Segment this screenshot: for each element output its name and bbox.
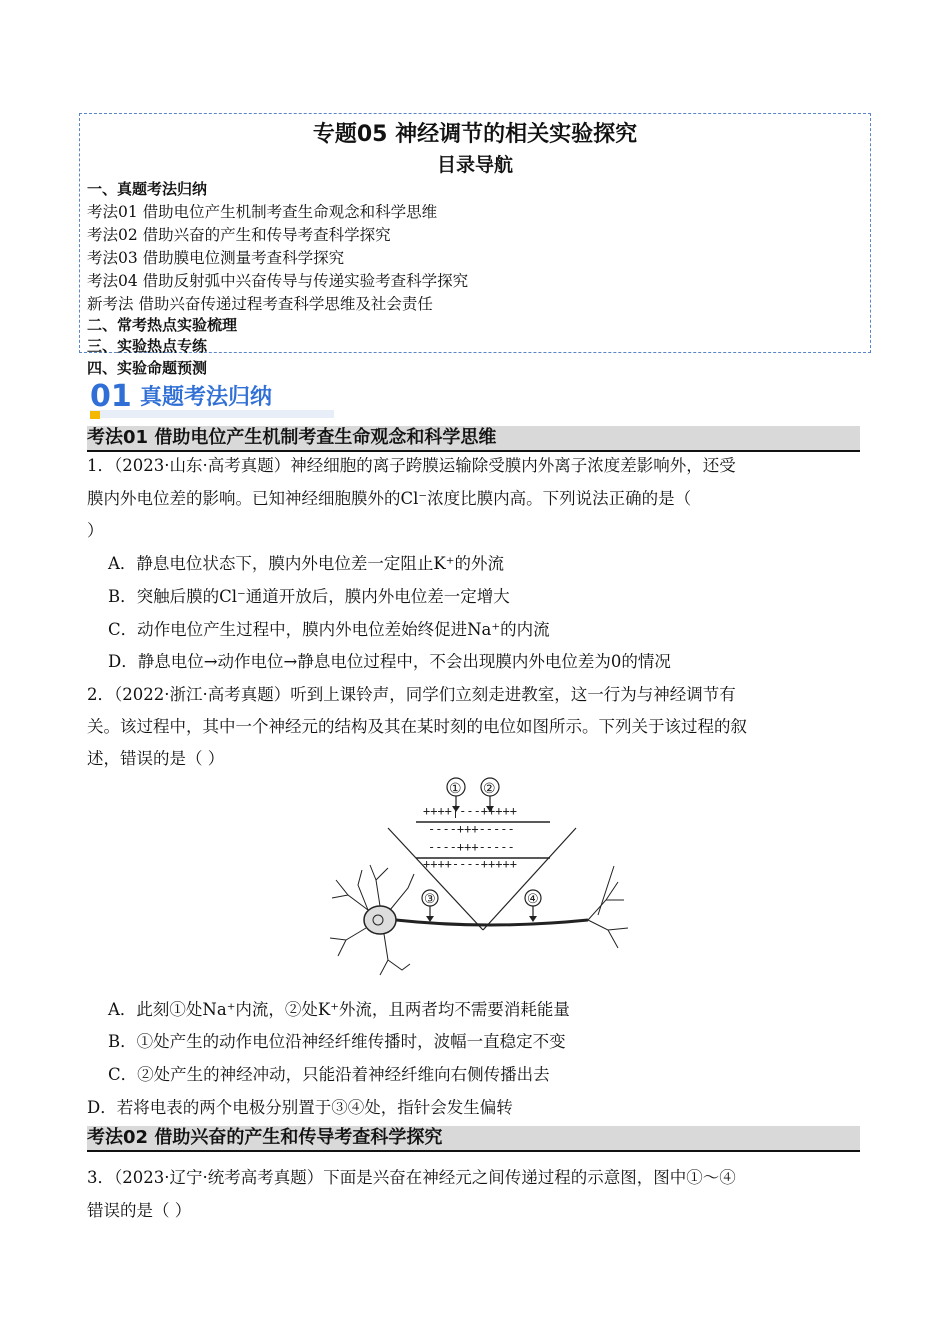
question-2-option: B．①处产生的动作电位沿神经纤维传播时，波幅一直稳定不变 <box>108 1032 566 1051</box>
figure-label-3: ③ <box>424 892 436 907</box>
section-heading-2: 考法02 借助兴奋的产生和传导考查科学探究 <box>87 1126 860 1152</box>
banner-number: 01 <box>90 379 132 414</box>
banner-text: 真题考法归纳 <box>140 385 273 410</box>
page-title: 专题05 神经调节的相关实验探究 <box>312 122 638 147</box>
question-1-option: A．静息电位状态下，膜内外电位差一定阻止K⁺的外流 <box>108 554 504 573</box>
question-1-option: B．突触后膜的Cl⁻通道开放后，膜内外电位差一定增大 <box>108 587 510 606</box>
toc-heading: 目录导航 <box>436 154 513 176</box>
question-3-line: 错误的是（ ） <box>87 1201 192 1220</box>
question-1-line: 膜内外电位差的影响。已知神经细胞膜外的Cl⁻浓度比膜内高。下列说法正确的是（ <box>87 489 692 508</box>
toc-item: 考法03 借助膜电位测量考查科学探究 <box>87 249 345 267</box>
question-2-option: A．此刻①处Na⁺内流，②处K⁺外流，且两者均不需要消耗能量 <box>108 1000 570 1019</box>
question-3-line: 3．（2023·辽宁·统考高考真题）下面是兴奋在神经元之间传递过程的示意图，图中①～④ <box>87 1168 736 1187</box>
question-1-line: 1．（2023·山东·高考真题）神经细胞的离子跨膜运输除受膜内外离子浓度差影响外，还受 <box>87 456 736 475</box>
question-2-option: C．②处产生的神经冲动，只能沿着神经纤维向右侧传播出去 <box>108 1065 550 1084</box>
figure-row: ++++|---+++++ <box>423 804 517 818</box>
toc-part-2: 二、常考热点实验梳理 <box>87 316 238 334</box>
toc-part-4: 四、实验命题预测 <box>87 359 208 377</box>
question-1-line: ） <box>87 521 104 540</box>
toc-item: 新考法 借助兴奋传递过程考查科学思维及社会责任 <box>87 295 433 313</box>
section-banner <box>88 376 334 422</box>
question-2-line: 关。该过程中，其中一个神经元的结构及其在某时刻的电位如图所示。下列关于该过程的叙 <box>87 717 747 736</box>
question-1-option: C．动作电位产生过程中，膜内外电位差始终促进Na⁺的内流 <box>108 620 550 639</box>
toc-part-3: 三、实验热点专练 <box>87 337 208 355</box>
figure-row: ++++----+++++ <box>423 857 517 871</box>
question-2-line: 2．（2022·浙江·高考真题）听到上课铃声，同学们立刻走进教室，这一行为与神经调节有 <box>87 685 736 704</box>
toc-part-1: 一、真题考法归纳 <box>87 180 208 198</box>
toc-item: 考法04 借助反射弧中兴奋传导与传递实验考查科学探究 <box>87 272 469 290</box>
question-2-line: 述，错误的是（ ） <box>87 749 225 768</box>
figure-row: ----+++----- <box>428 822 515 836</box>
toc-item: 考法02 借助兴奋的产生和传导考查科学探究 <box>87 226 391 244</box>
figure-label-2: ② <box>483 781 496 797</box>
section-heading-1: 考法01 借助电位产生机制考查生命观念和科学思维 <box>87 426 860 452</box>
question-1-option: D．静息电位→动作电位→静息电位过程中，不会出现膜内外电位差为0的情况 <box>108 652 671 671</box>
toc-item: 考法01 借助电位产生机制考查生命观念和科学思维 <box>87 203 438 221</box>
figure-label-1: ① <box>449 781 462 797</box>
neuron-figure <box>318 770 638 990</box>
figure-label-4: ④ <box>527 892 539 907</box>
figure-row: ----+++----- <box>428 840 515 854</box>
question-2-option: D．若将电表的两个电极分别置于③④处，指针会发生偏转 <box>87 1098 513 1117</box>
